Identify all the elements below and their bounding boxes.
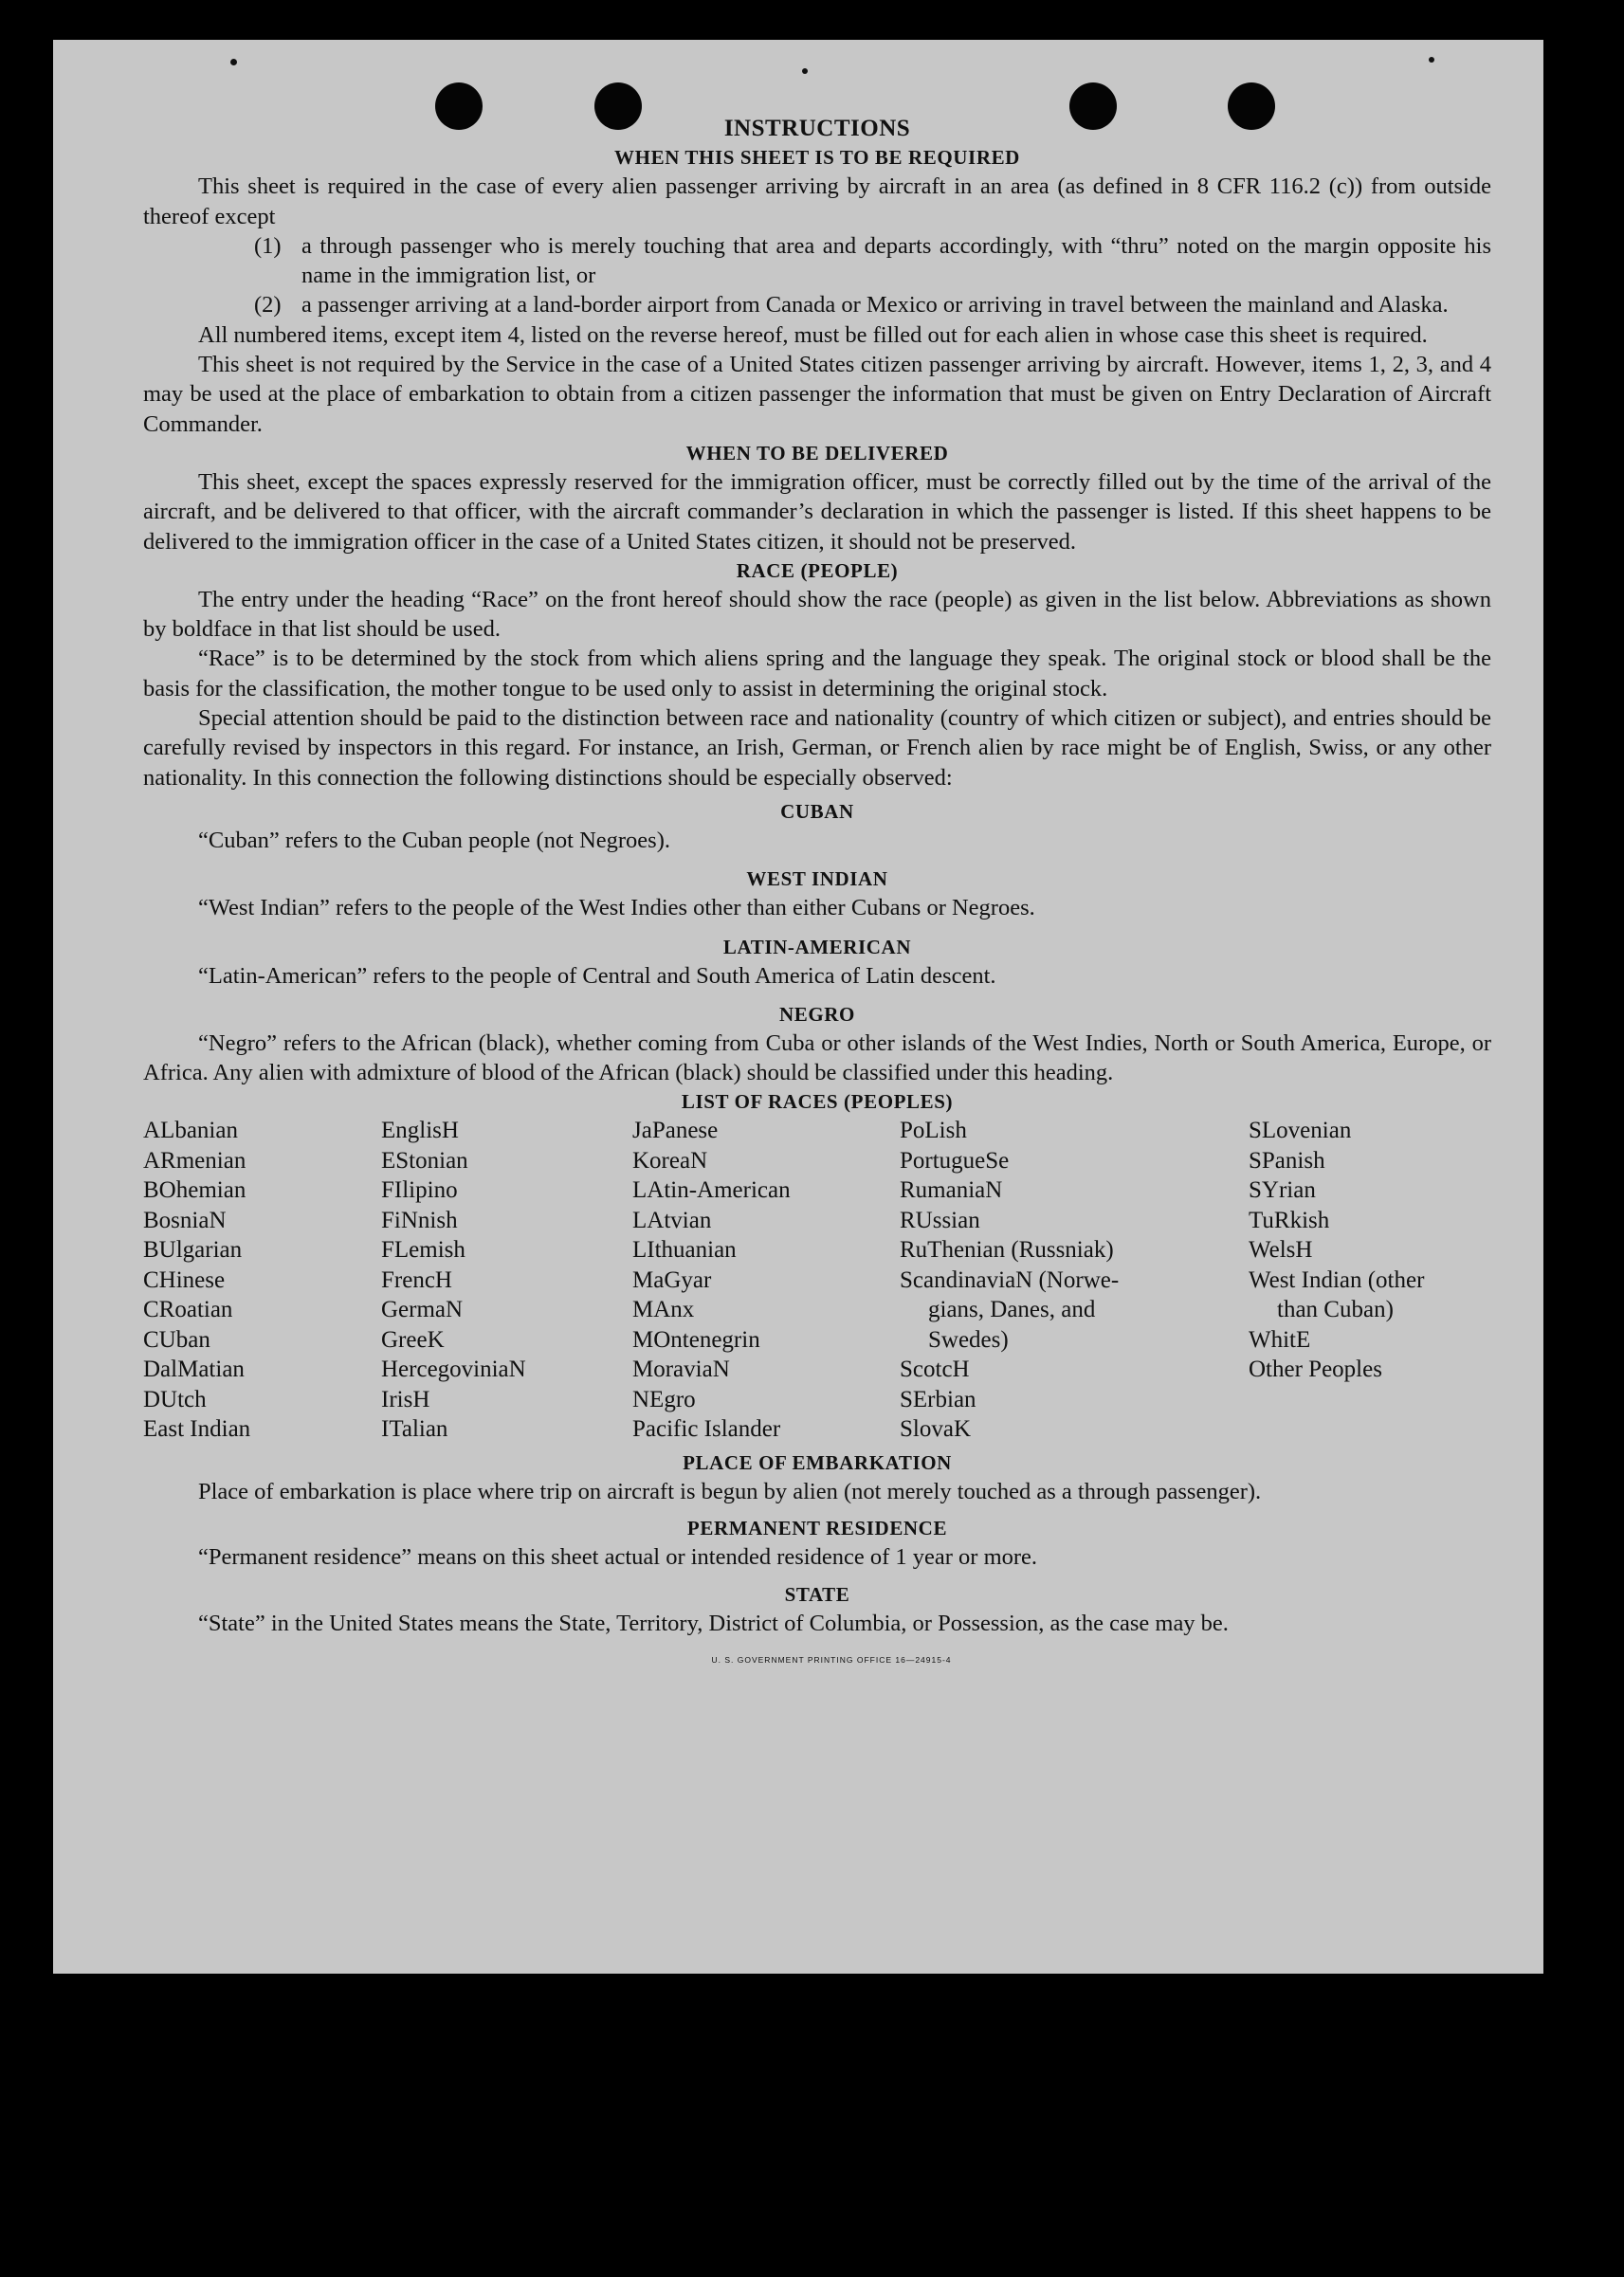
paragraph: “Permanent residence” means on this sheet actual or intended residence of 1 year or more. [198,1544,1038,1571]
race-item: RUssian [900,1207,980,1233]
page-title: INSTRUCTIONS [723,116,911,141]
heading-race: RACE (PEOPLE) [736,558,899,582]
heading-when-delivered: WHEN TO BE DELIVERED [685,441,949,465]
race-item: EStonian [381,1147,468,1174]
race-item: MoraviaN [632,1357,730,1383]
heading-latin-american: LATIN-AMERICAN [722,935,912,958]
race-item-continued: than Cuban) [1277,1297,1394,1323]
race-item: SlovaK [900,1416,971,1443]
paragraph: All numbered items, except item 4, listed on the reverse hereof, must be filled out for each alien in whose case this sheet is required. [198,321,1428,348]
paragraph: This sheet is not required by the Service in the case of a United States citizen passenger arriving by aircraft. However, items 1, 2, 3, and 4 may be used at the place of embarkation to obtain from a citizen passenger the information that must be given on Entry Declaration of Aircraft Commander. [143,352,1491,437]
race-item: BUlgarian [143,1237,243,1264]
race-item: East Indian [143,1416,251,1443]
race-item: KoreaN [632,1147,708,1174]
heading-list-of-races: LIST OF RACES (PEOPLES) [681,1090,954,1114]
race-item: FLemish [381,1237,465,1264]
race-item: ALbanian [143,1118,238,1144]
race-item: CHinese [143,1266,226,1293]
numbered-item-2 [143,290,1491,319]
printing-office-footer: U. S. GOVERNMENT PRINTING OFFICE 16—24915-4 [711,1654,952,1665]
race-list [143,1116,1491,1445]
race-item: MAnx [632,1297,695,1323]
race-item: Other Peoples [1249,1357,1382,1383]
definition-latin-american: “Latin-American” refers to the people of Central and South America of Latin descent. [198,962,996,989]
speck [1429,57,1434,63]
paragraph: This sheet is required in the case of every alien passenger arriving by aircraft in an area (as defined in 8 CFR 116.2 (c)) from outside thereof except [143,173,1491,229]
race-item: ARmenian [143,1147,246,1174]
race-column-2 [381,1116,632,1445]
race-item: CRoatian [143,1297,233,1323]
race-item: WhitE [1249,1326,1311,1353]
race-item: TuRkish [1249,1207,1330,1233]
definition-negro: “Negro” refers to the African (black), whether coming from Cuba or other islands of the West Indies, North or South America, Europe, or Africa. Any alien with admixture of blood of the African (black) should be classified under this heading. [143,1029,1491,1086]
race-item: WelsH [1249,1237,1313,1264]
speck [802,68,808,74]
race-item: MaGyar [632,1266,712,1293]
race-item: DalMatian [143,1357,245,1383]
instructions-content [143,114,1491,1675]
race-item: FIlipino [381,1177,458,1204]
heading-permanent-residence: PERMANENT RESIDENCE [686,1517,948,1540]
heading-negro: NEGRO [778,1002,855,1026]
race-item-continued: Swedes) [928,1326,1009,1353]
race-item: PortugueSe [900,1147,1010,1174]
race-item: SPanish [1249,1147,1325,1174]
race-item-continued: gians, Danes, and [928,1297,1096,1323]
race-item: CUban [143,1326,210,1353]
race-item: ScandinaviaN (Norwe- [900,1266,1120,1293]
definition-cuban: “Cuban” refers to the Cuban people (not Negroes). [198,827,670,853]
race-item: DUtch [143,1386,207,1412]
race-item: West Indian (other [1249,1266,1425,1293]
race-item: BosniaN [143,1207,227,1233]
race-item: FrencH [381,1266,452,1293]
document-sheet [53,40,1543,1974]
item-number: (1) [254,232,282,259]
race-item: FiNnish [381,1207,458,1233]
race-item: IrisH [381,1386,430,1412]
race-item: ScotcH [900,1357,970,1383]
paragraph: “State” in the United States means the State, Territory, District of Columbia, or Possession, as the case may be. [198,1610,1229,1636]
race-item: ITalian [381,1416,448,1443]
speck [230,59,237,65]
item-number: (2) [254,292,282,319]
race-column-4 [900,1116,1249,1445]
heading-west-indian: WEST INDIAN [746,867,888,891]
paragraph: Place of embarkation is place where trip on aircraft is begun by alien (not merely touched as a through passenger). [198,1478,1262,1504]
paragraph: The entry under the heading “Race” on the front hereof should show the race (people) as given in the list below. Abbreviations as shown by boldface in that list should be used. [143,586,1491,643]
race-item: MOntenegrin [632,1326,760,1353]
race-column-5 [1249,1116,1476,1445]
race-item: Pacific Islander [632,1416,781,1443]
race-item: PoLish [900,1118,967,1144]
heading-cuban: CUBAN [780,799,854,823]
race-item: RumaniaN [900,1177,1003,1204]
paragraph: “Race” is to be determined by the stock from which aliens spring and the language they speak. The original stock or blood shall be the basis for the classification, the mother tongue to be used only to assist in determining the original stock. [143,646,1491,701]
race-item: GreeK [381,1326,445,1353]
heading-when-required: WHEN THIS SHEET IS TO BE REQUIRED [614,146,1020,170]
race-item: LAtvian [632,1207,712,1233]
item-text: a passenger arriving at a land-border airport from Canada or Mexico or arriving in travel between the mainland and Alaska. [301,292,1449,319]
race-item: NEgro [632,1386,696,1412]
race-item: EnglisH [381,1118,459,1144]
item-text: a through passenger who is merely touching that area and departs accordingly, with “thru” noted on the margin opposite his name in the immigration list, or [301,232,1491,289]
race-item: SLovenian [1249,1118,1352,1144]
paragraph: This sheet, except the spaces expressly reserved for the immigration officer, must be correctly filled out by the time of the arrival of the aircraft, and be delivered to that officer, with the aircraft commander’s declaration in which the passenger is listed. If this sheet happens to be delivered to the immigration officer in the case of a United States citizen, it should not be preserved. [143,468,1491,555]
race-item: LAtin-American [632,1177,791,1204]
race-column-1 [143,1116,381,1445]
race-item: BOhemian [143,1177,246,1204]
race-item: RuThenian (Russniak) [900,1237,1114,1264]
race-item: SYrian [1249,1177,1316,1204]
definition-west-indian: “West Indian” refers to the people of the West Indies other than either Cubans or Negroes. [198,895,1035,921]
paragraph: Special attention should be paid to the distinction between race and nationality (country of which citizen or subject), and entries should be carefully revised by inspectors in this regard. For instance, an Irish, German, or French alien by race might be of English, Swiss, or any other nationality. In this connection the following distinctions should be especially observed: [143,705,1491,791]
race-column-3 [632,1116,900,1445]
race-item: GermaN [381,1297,464,1323]
race-item: LIthuanian [632,1237,737,1264]
race-item: HercegoviniaN [381,1357,526,1383]
race-item: JaPanese [632,1118,719,1144]
heading-place-of-embarkation: PLACE OF EMBARKATION [683,1450,952,1474]
heading-state: STATE [784,1582,850,1606]
race-item: SErbian [900,1386,976,1412]
numbered-item-1 [143,231,1491,291]
